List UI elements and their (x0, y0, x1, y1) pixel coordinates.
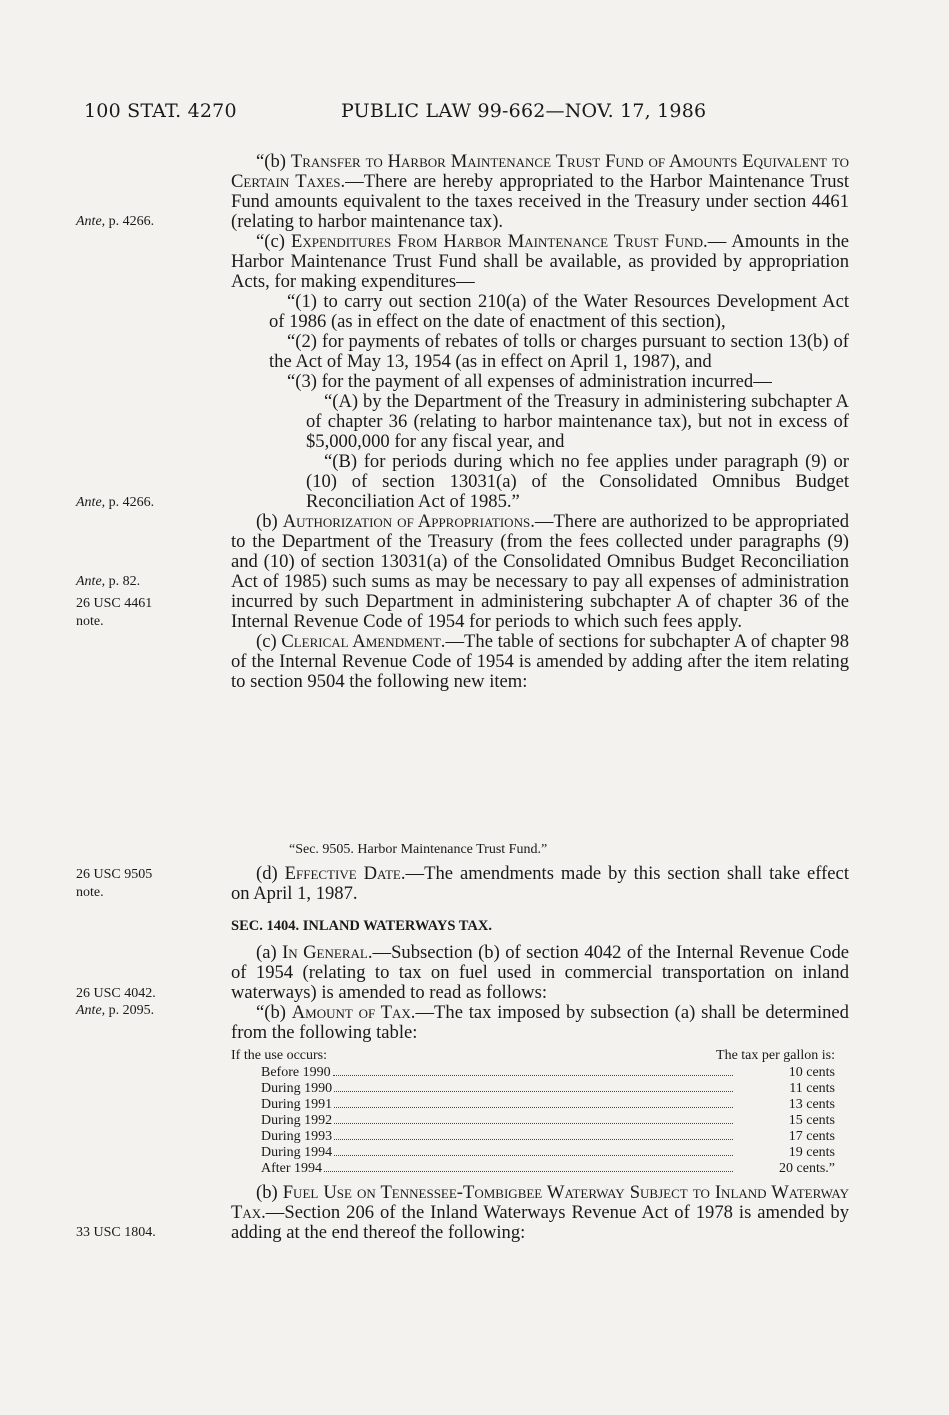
tax-period: Before 1990 (261, 1065, 331, 1080)
leader-dots (324, 1171, 733, 1172)
paragraph-b-authorization (231, 512, 849, 632)
tax-period: During 1990 (261, 1081, 333, 1096)
paragraph-d-effective (231, 864, 849, 904)
paragraph-b-fuel-use (231, 1183, 849, 1243)
margin-note-26-usc-9505 (76, 866, 216, 902)
paragraph-prefix: (b) (256, 511, 283, 532)
item-2: “(2) for payments of rebates of tolls or charges pursuant to section 13(b) of the Act of May 13, 1954 (as in effect on April 1, 1987), and (269, 331, 849, 372)
table-row (231, 1065, 849, 1081)
quoted-table-item: “Sec. 9505. Harbor Maintenance Trust Fund.” (289, 842, 548, 857)
paragraph-prefix: “(b) (256, 151, 291, 172)
margin-note-citation: 26 USC 9505 (76, 867, 153, 882)
body-block-tenn-tom (231, 1183, 849, 1243)
paragraph-heading: Authorization of Appropriations. (282, 511, 535, 532)
paragraph-heading: Effective Date. (284, 863, 406, 884)
table-row (231, 1097, 849, 1113)
tax-rate: 13 cents (788, 1097, 835, 1112)
paragraph-prefix: (c) (256, 631, 282, 652)
margin-note-33-usc-1804 (76, 1224, 216, 1242)
table-row (231, 1081, 849, 1097)
paragraph-prefix: (a) (256, 942, 283, 963)
margin-note-ante-4266-b (76, 494, 216, 512)
margin-note-26-usc-4461 (76, 595, 216, 631)
leader-dots (333, 1075, 733, 1076)
body-block-trust-fund (231, 152, 849, 692)
paragraph-heading: Amount of Tax. (291, 1002, 416, 1023)
running-head-stat-citation: 100 STAT. 4270 (84, 100, 237, 122)
paragraph-text: —Subsection (b) of section 4042 of the Internal Revenue Code of 1954 (relating to tax on fuel used in commercial transportation on inland waterways) is amended to read as follows: (231, 942, 850, 1003)
section-1404-heading: SEC. 1404. INLAND WATERWAYS TAX. (231, 918, 492, 934)
tax-table-header (231, 1048, 849, 1065)
tax-period: During 1993 (261, 1129, 333, 1144)
leader-dots (334, 1139, 733, 1140)
item-B: “(B) for periods during which no fee applies under paragraph (9) or (10) of section 13031(a) of the Consolidated Omnibus Budget Reconciliation Act of 1985.” (306, 451, 849, 512)
margin-note-citation: 33 USC 1804. (76, 1225, 156, 1240)
paragraph-heading: Clerical Amendment. (281, 631, 446, 652)
margin-note-ante-82 (76, 573, 216, 591)
tax-rate: 20 cents.” (779, 1161, 835, 1176)
body-block-effective-date (231, 864, 849, 904)
margin-note-page: p. 4266. (105, 214, 155, 229)
paragraph-heading: Transfer to Harbor Maintenance Trust Fund of Amounts Equivalent to Certain Taxes. (231, 151, 849, 192)
leader-dots (334, 1155, 733, 1156)
paragraph-b-transfer (231, 152, 849, 232)
tax-table-col-rate: The tax per gallon is: (716, 1048, 835, 1063)
table-row (231, 1145, 849, 1161)
margin-note-citation: 26 USC 4461 (76, 596, 153, 611)
tax-rate: 11 cents (789, 1081, 835, 1096)
table-row (231, 1161, 849, 1177)
paragraph-text: —Section 206 of the Inland Waterways Revenue Act of 1978 is amended by adding at the end thereof the following: (231, 1202, 849, 1243)
paragraph-text: —There are hereby appropriated to the Harbor Maintenance Trust Fund amounts equivalent to the taxes received in the Treasury under section 4461 (relating to harbor maintenance tax). (231, 171, 849, 232)
paragraph-text: —The table of sections for subchapter A of chapter 98 of the Internal Revenue Code of 1954 is amended by adding after the item relating to section 9504 the following new item: (231, 631, 849, 692)
paragraph-heading: Expenditures From Harbor Maintenance Trust Fund. (291, 231, 708, 252)
paragraph-a-general (231, 943, 849, 1003)
paragraph-heading: In General. (282, 942, 373, 963)
margin-note-page: p. 2095. (105, 1003, 155, 1018)
paragraph-prefix: “(b) (256, 1002, 292, 1023)
margin-note-ante-2095 (76, 1002, 216, 1020)
paragraph-prefix: (b) (256, 1182, 283, 1203)
tax-period: During 1994 (261, 1145, 333, 1160)
margin-note-note: note. (76, 614, 104, 629)
paragraph-b-amount (231, 1003, 849, 1043)
leader-dots (334, 1091, 733, 1092)
table-row (231, 1113, 849, 1129)
tax-table-col-use: If the use occurs: (231, 1048, 328, 1063)
paragraph-c-expenditures (231, 232, 849, 292)
paragraph-prefix: “(c) (256, 231, 292, 252)
margin-note-italic: Ante, (76, 574, 106, 589)
running-head-public-law: PUBLIC LAW 99-662—NOV. 17, 1986 (341, 100, 707, 122)
tax-period: During 1992 (261, 1113, 333, 1128)
paragraph-text: —The tax imposed by subsection (a) shall be determined from the following table: (231, 1002, 849, 1043)
tax-rate: 17 cents (788, 1129, 835, 1144)
margin-note-page: p. 82. (105, 574, 141, 589)
margin-note-italic: Ante, (76, 495, 106, 510)
tax-period: During 1991 (261, 1097, 333, 1112)
item-3: “(3) for the payment of all expenses of administration incurred— (287, 371, 772, 392)
margin-note-page: p. 4266. (105, 495, 155, 510)
leader-dots (334, 1107, 733, 1108)
paragraph-prefix: (d) (256, 863, 285, 884)
paragraph-text: — Amounts in the Harbor Maintenance Trust Fund shall be available, as provided by appropriation Acts, for making expenditures— (231, 231, 849, 292)
margin-note-26-usc-4042 (76, 985, 216, 1003)
margin-note-citation: 26 USC 4042. (76, 986, 156, 1001)
tax-rate: 15 cents (788, 1113, 835, 1128)
margin-note-ante-4266-a (76, 213, 216, 231)
table-row (231, 1129, 849, 1145)
tax-period: After 1994 (261, 1161, 323, 1176)
paragraph-text: —There are authorized to be appropriated to the Department of the Treasury (from the fees collected under paragraphs (9) and (10) of section 13031(a) of the Consolidated Omnibus Budget Reconciliation Act of 1985) such sums as may be necessary to pay all expenses of administration incurred by such Department in administering subchapter A of chapter 36 of the Internal Revenue Code of 1954 for periods to which such fees apply. (231, 511, 849, 632)
item-A: “(A) by the Department of the Treasury in administering subchapter A of chapter 36 (relating to harbor maintenance tax), but not in excess of $5,000,000 for any fiscal year, and (306, 391, 849, 452)
margin-note-note: note. (76, 885, 104, 900)
paragraph-text: —The amendments made by this section shall take effect on April 1, 1987. (231, 863, 849, 904)
paragraph-heading: Fuel Use on Tennessee-Tombigbee Waterway Subject to Inland Waterway Tax. (231, 1182, 849, 1223)
item-1: “(1) to carry out section 210(a) of the Water Resources Development Act of 1986 (as in effect on the date of enactment of this section), (269, 291, 849, 332)
margin-note-italic: Ante, (76, 214, 106, 229)
margin-note-italic: Ante, (76, 1003, 106, 1018)
leader-dots (334, 1123, 733, 1124)
tax-rate: 10 cents (788, 1065, 835, 1080)
tax-rate: 19 cents (788, 1145, 835, 1160)
tax-rate-table (231, 1048, 849, 1177)
body-block-inland-waterways (231, 943, 849, 1043)
paragraph-c-clerical (231, 632, 849, 692)
